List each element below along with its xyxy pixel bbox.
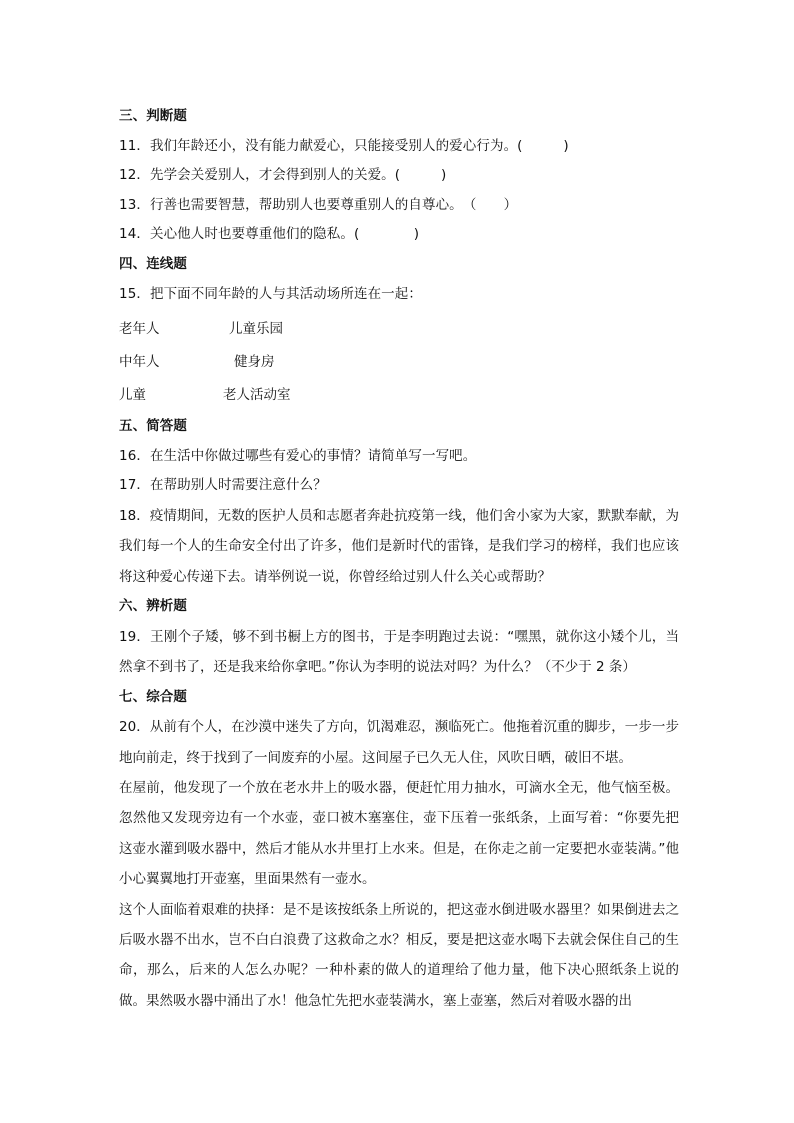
question-18: 18．疫情期间，无数的医护人员和志愿者奔赴抗疫第一线，他们舍小家为大家，默默奉献，为我们每一个人的生命安全付出了许多，他们是新时代的雷锋，是我们学习的榜样，我们也应该将这种爱心传递下去。请举例说一说，你曾经给过别人什么关心或帮助？ <box>119 507 679 585</box>
section-heading-analysis: 六、辨析题 <box>119 598 187 615</box>
question-14: 14．关心他人时也要尊重他们的隐私。( ) <box>119 226 420 243</box>
matching-left-item: 儿童 <box>119 387 146 404</box>
question-13: 13．行善也需要智慧，帮助别人也要尊重别人的自尊心。 （ ） <box>119 196 518 213</box>
section-heading-judgment: 三、判断题 <box>119 108 187 124</box>
section-heading-short-answer: 五、简答题 <box>119 418 187 435</box>
matching-right-item: 儿童乐园 <box>229 321 283 338</box>
matching-row <box>119 379 679 412</box>
question-20-paragraph-3: 这个人面临着艰难的抉择：是不是该按纸条上所说的，把这壶水倒进吸水器里？如果倒进去之后吸水器不出水，岂不白白浪费了这救命之水？相反，要是把这壶水喝下去就会保住自己的生命，那么，后来的人怎么办呢？一种朴素的做人的道理给了他力量，他下决心照纸条上说的做。果然吸水器中涌出了水！他急忙先把水壶装满水，塞上壶塞，然后对着吸水器的出 <box>119 901 679 1009</box>
question-16: 16．在生活中你做过哪些有爱心的事情？请简单写一写吧。 <box>119 447 477 464</box>
matching-left-item: 老年人 <box>119 321 160 338</box>
matching-right-item: 健身房 <box>234 354 275 371</box>
matching-left-item: 中年人 <box>119 354 160 371</box>
matching-row <box>119 346 679 379</box>
question-20-paragraph-1: 20．从前有个人，在沙漠中迷失了方向，饥渴难忍，濒临死亡。他拖着沉重的脚步，一步一步地向前走，终于找到了一间废弃的小屋。这间屋子已久无人住，风吹日晒，破旧不堪。 <box>119 719 679 766</box>
question-11: 11．我们年龄还小，没有能力献爱心，只能接受别人的爱心行为。( ) <box>119 137 569 154</box>
section-heading-comprehensive: 七、综合题 <box>119 688 187 705</box>
question-15: 15．把下面不同年龄的人与其活动场所连在一起： <box>119 285 422 302</box>
matching-right-item: 老人活动室 <box>223 387 291 404</box>
question-17: 17．在帮助别人时需要注意什么？ <box>119 477 327 494</box>
section-heading-matching: 四、连线题 <box>119 255 187 272</box>
matching-row <box>119 313 679 346</box>
question-12: 12．先学会关爱别人，才会得到别人的关爱。( ) <box>119 167 447 184</box>
worksheet-page <box>119 102 679 1016</box>
question-20-paragraph-2: 在屋前，他发现了一个放在老水井上的吸水器，便赶忙用力抽水，可滴水全无，他气恼至极。忽然他又发现旁边有一个水壶，壶口被木塞塞住，壶下压着一张纸条，上面写着：“你要先把这壶水灌到吸水器中，然后才能从水井里打上水来。但是，在你走之前一定要把水壶装满。”他小心翼翼地打开壶塞，里面果然有一壶水。 <box>119 779 679 888</box>
question-19: 19．王刚个子矮，够不到书橱上方的图书，于是李明跑过去说：“嘿黑，就你这小矮个儿，当然拿不到书了，还是我来给你拿吧。”你认为李明的说法对吗？为什么？（不少于 2 条） <box>119 628 679 676</box>
